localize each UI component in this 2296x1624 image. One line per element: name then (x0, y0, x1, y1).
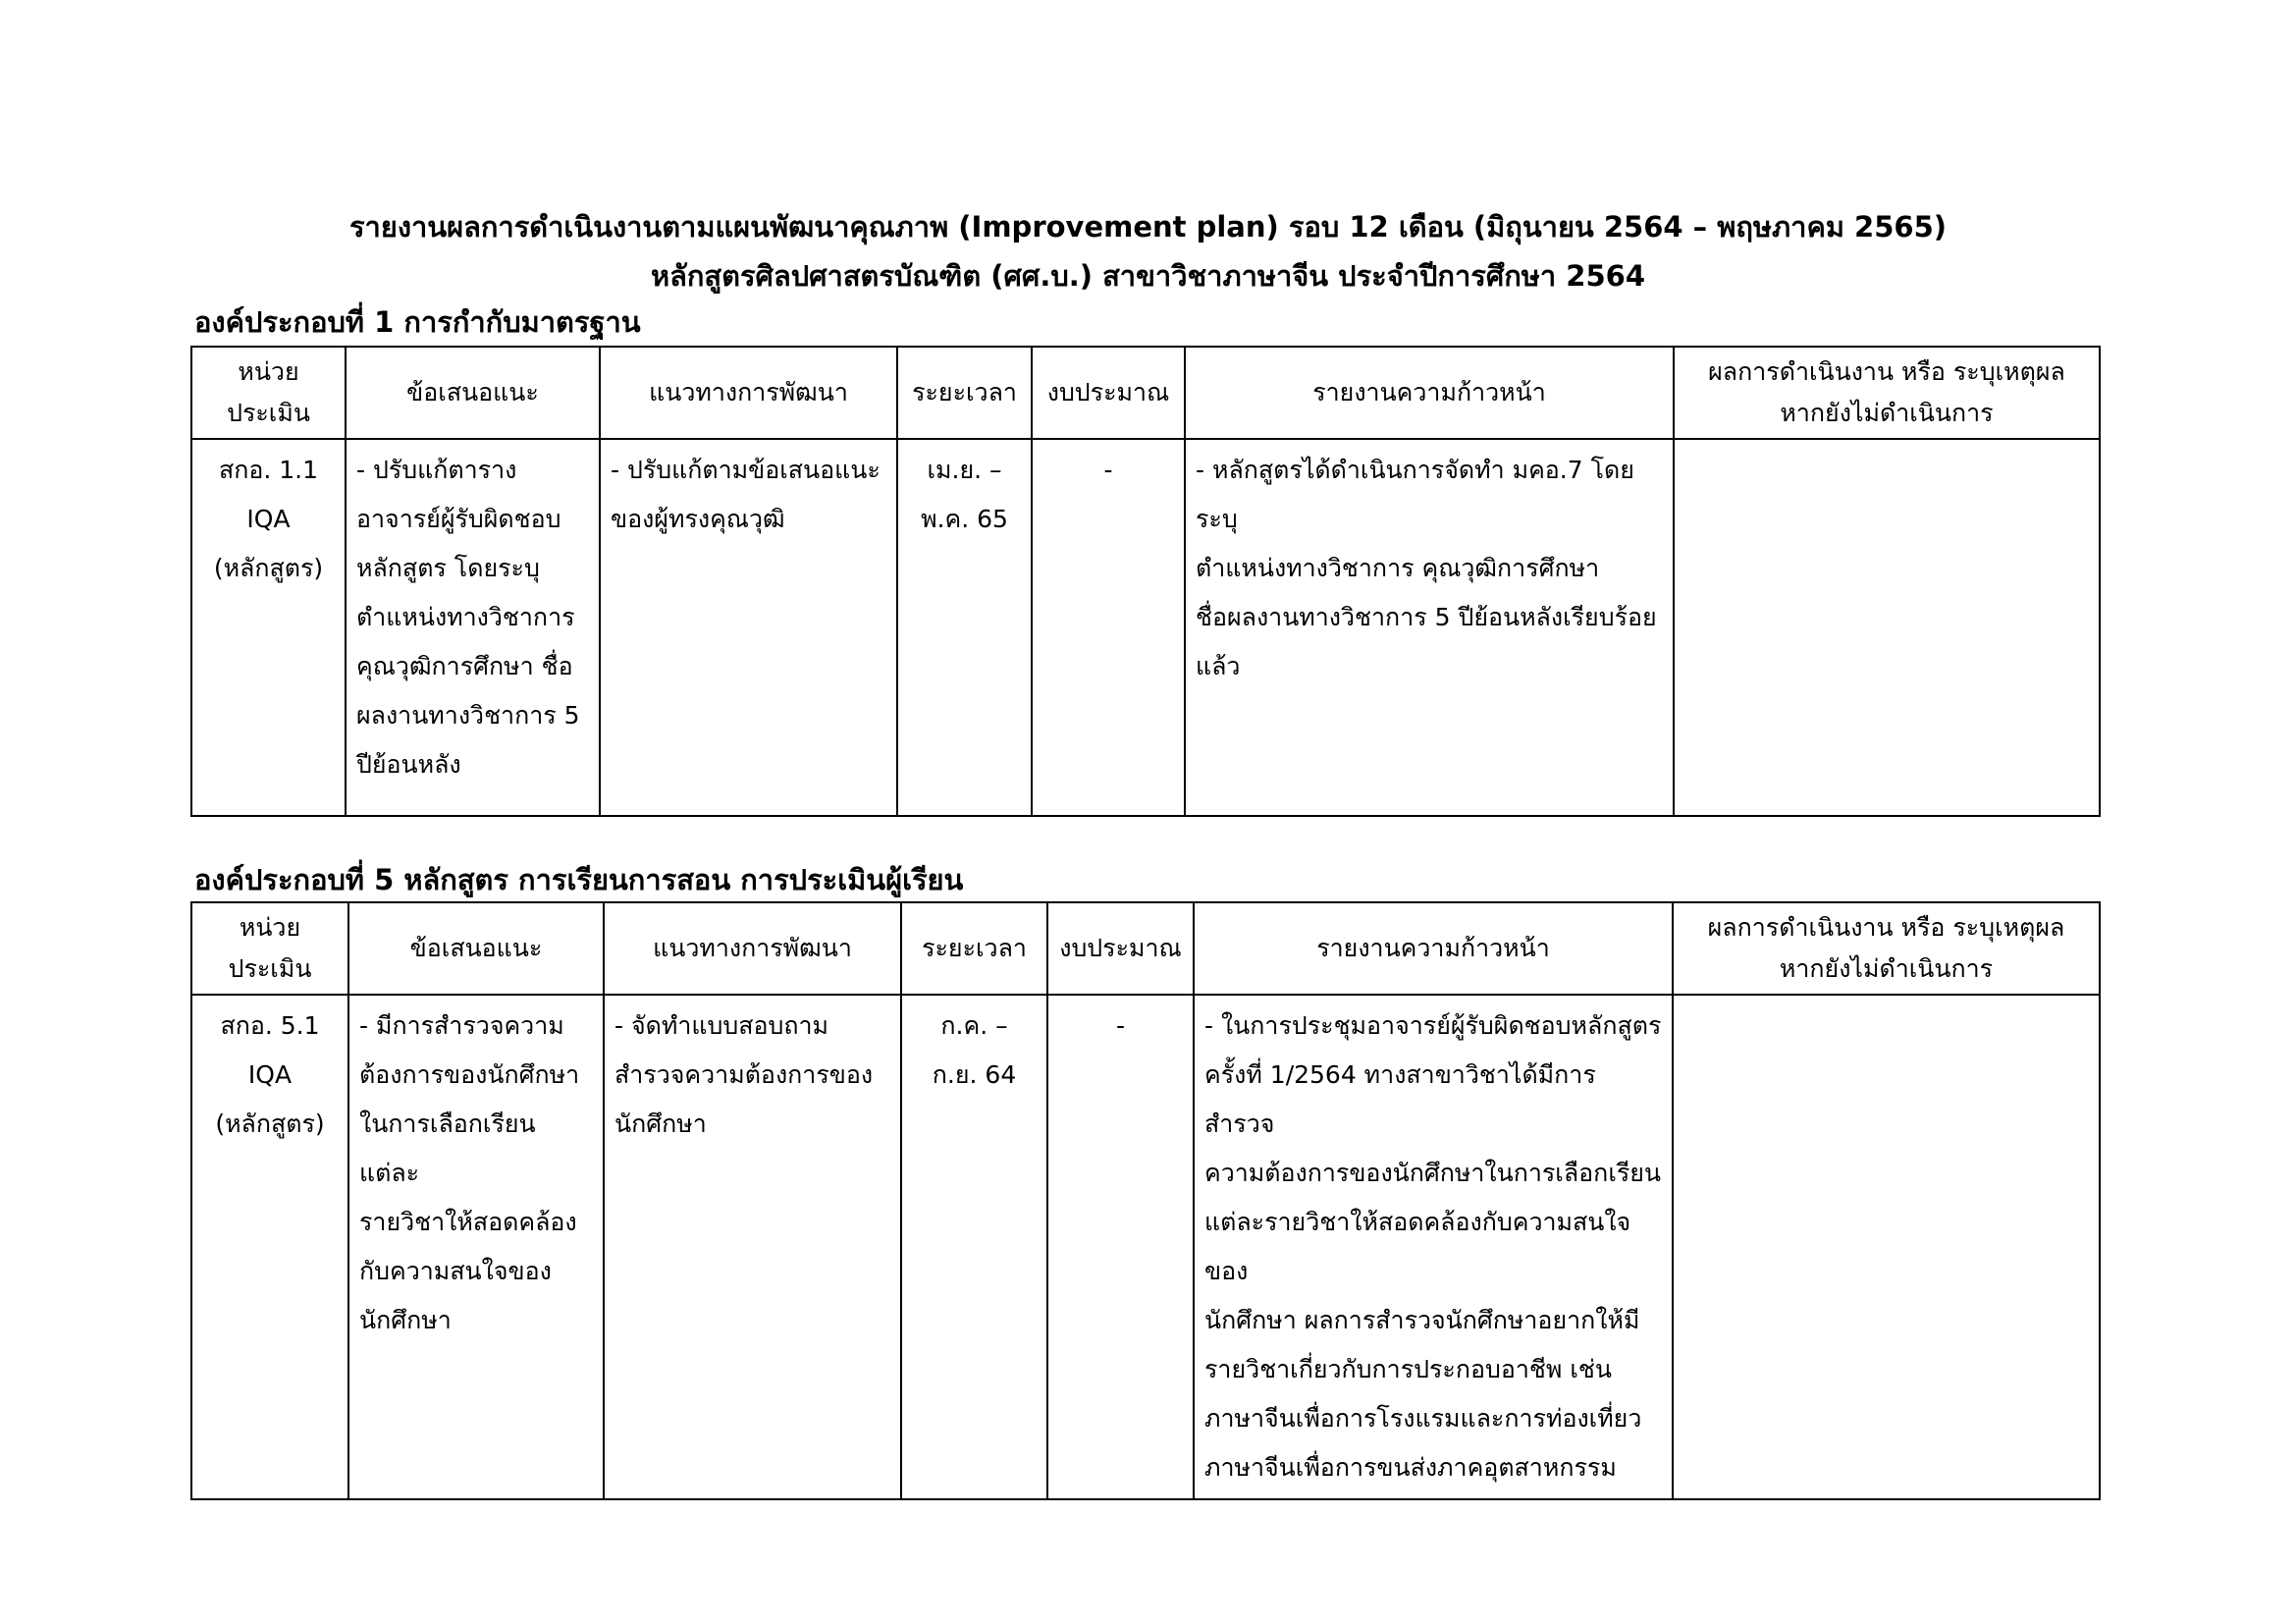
cell-budget: - (1047, 995, 1194, 1499)
header-budget: งบประมาณ (1032, 347, 1185, 439)
cell-approach: - จัดทำแบบสอบถาม สำรวจความต้องการของ นักศึกษา (604, 995, 901, 1499)
table-row (191, 995, 2100, 1499)
cell-duration: เม.ย. – พ.ค. 65 (897, 439, 1032, 816)
document-title-line1: รายงานผลการดำเนินงานตามแผนพัฒนาคุณภาพ (Improvement plan) รอบ 12 เดือน (มิถุนายน 2564 – พฤษภาคม 2565) (348, 210, 1948, 244)
header-unit: หน่วย ประเมิน (191, 902, 348, 995)
header-suggestion: ข้อเสนอแนะ (346, 347, 600, 439)
header-progress: รายงานความก้าวหน้า (1194, 902, 1673, 995)
document-title-line2: หลักสูตรศิลปศาสตรบัณฑิต (ศศ.บ.) สาขาวิชาภาษาจีน ประจำปีการศึกษา 2564 (650, 259, 1646, 293)
cell-unit: สกอ. 1.1 IQA (หลักสูตร) (191, 439, 346, 816)
section-1-title: องค์ประกอบที่ 1 การกำกับมาตรฐาน (194, 305, 641, 339)
header-duration: ระยะเวลา (897, 347, 1032, 439)
cell-duration: ก.ค. – ก.ย. 64 (901, 995, 1047, 1499)
header-result: ผลการดำเนินงาน หรือ ระบุเหตุผล หากยังไม่ดำเนินการ (1674, 347, 2100, 439)
cell-suggestion: - มีการสำรวจความ ต้องการของนักศึกษา ในการเลือกเรียนแต่ละ รายวิชาให้สอดคล้อง กับความสนใจของ นักศึกษา (348, 995, 604, 1499)
header-duration: ระยะเวลา (901, 902, 1047, 995)
section-1-table (190, 346, 2101, 817)
header-budget: งบประมาณ (1047, 902, 1194, 995)
cell-approach: - ปรับแก้ตามข้อเสนอแนะ ของผู้ทรงคุณวุฒิ (600, 439, 897, 816)
cell-progress: - ในการประชุมอาจารย์ผู้รับผิดชอบหลักสูตร ครั้งที่ 1/2564 ทางสาขาวิชาได้มีการสำรวจ ความต้องการของนักศึกษาในการเลือกเรียน แต่ละรายวิชาให้สอดคล้องกับความสนใจของ นักศึกษา ผลการสำรวจนักศึกษาอยากให้มี รายวิชาเกี่ยวกับการประกอบอาชีพ เช่น ภาษาจีนเพื่อการโรงแรมและการท่องเที่ยว ภาษาจีนเพื่อการขนส่งภาคอุตสาหกรรม (1194, 995, 1673, 1499)
cell-suggestion: - ปรับแก้ตาราง อาจารย์ผู้รับผิดชอบ หลักสูตร โดยระบุ ตำแหน่งทางวิชาการ คุณวุฒิการศึกษา ชื่อ ผลงานทางวิชาการ 5 ปีย้อนหลัง (346, 439, 600, 816)
section-5-table (190, 901, 2101, 1500)
cell-result (1674, 439, 2100, 816)
cell-result (1673, 995, 2100, 1499)
header-approach: แนวทางการพัฒนา (600, 347, 897, 439)
table-row (191, 439, 2100, 816)
header-suggestion: ข้อเสนอแนะ (348, 902, 604, 995)
cell-progress: - หลักสูตรได้ดำเนินการจัดทำ มคอ.7 โดยระบุ ตำแหน่งทางวิชาการ คุณวุฒิการศึกษา ชื่อผลงานทางวิชาการ 5 ปีย้อนหลังเรียบร้อย แล้ว (1185, 439, 1674, 816)
table-header-row (191, 347, 2100, 439)
cell-budget: - (1032, 439, 1185, 816)
header-approach: แนวทางการพัฒนา (604, 902, 901, 995)
table-header-row (191, 902, 2100, 995)
header-unit: หน่วย ประเมิน (191, 347, 346, 439)
header-progress: รายงานความก้าวหน้า (1185, 347, 1674, 439)
header-result: ผลการดำเนินงาน หรือ ระบุเหตุผล หากยังไม่ดำเนินการ (1673, 902, 2100, 995)
section-5-title: องค์ประกอบที่ 5 หลักสูตร การเรียนการสอน การประเมินผู้เรียน (194, 863, 964, 896)
cell-unit: สกอ. 5.1 IQA (หลักสูตร) (191, 995, 348, 1499)
